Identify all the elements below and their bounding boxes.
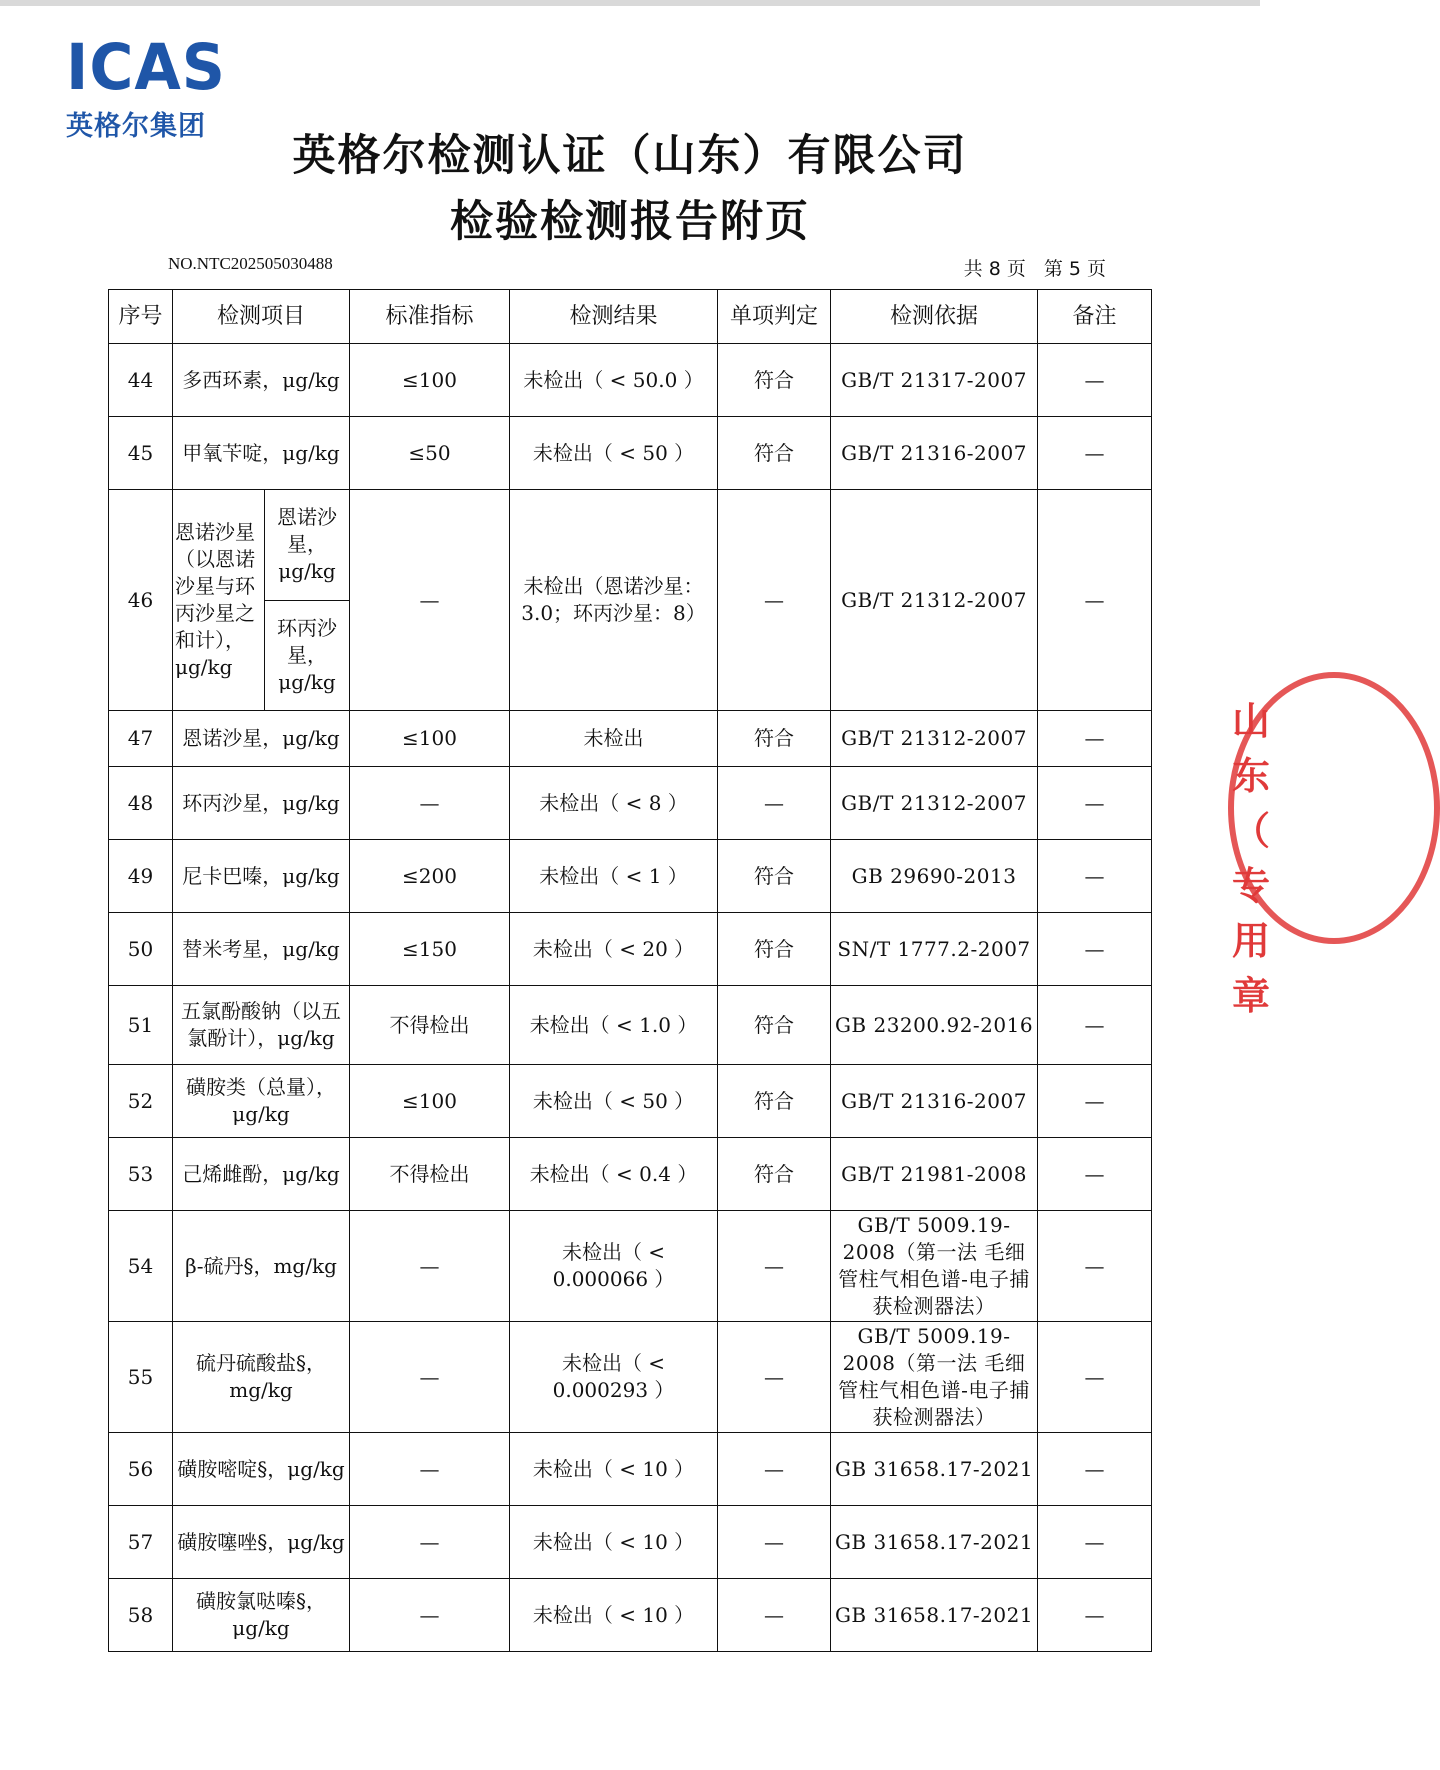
row-judgement: — [718,1579,831,1652]
row-number: 47 [109,711,173,767]
row-item: 甲氧苄啶，μg/kg [173,417,350,490]
header-standard: 标准指标 [350,290,510,344]
header-item: 检测项目 [173,290,350,344]
row-number: 49 [109,840,173,913]
table-row [109,1065,1152,1138]
table-row [109,344,1152,417]
row-remark: — [1038,840,1152,913]
row-item: 磺胺嘧啶§，μg/kg [173,1433,350,1506]
table-header-row [109,290,1152,344]
row-basis: GB/T 5009.19-2008（第一法 毛细管柱气相色谱-电子捕获检测器法） [831,1211,1038,1322]
row-basis: GB/T 21312-2007 [831,711,1038,767]
header-basis: 检测依据 [831,290,1038,344]
report-subtitle: 检验检测报告附页 [450,197,810,247]
row-standard: — [350,1211,510,1322]
row-standard: — [350,1322,510,1433]
row-remark: — [1038,913,1152,986]
row-result: 未检出（ < 50 ） [510,417,718,490]
row-result: 未检出（ < 10 ） [510,1579,718,1652]
row-result: 未检出（ < 50 ） [510,1065,718,1138]
row-number: 58 [109,1579,173,1652]
row-remark: — [1038,490,1152,711]
row-basis: GB 29690-2013 [831,840,1038,913]
row-remark: — [1038,767,1152,840]
row-standard: ≤200 [350,840,510,913]
row-remark: — [1038,344,1152,417]
row-item: 磺胺氯哒嗪§，μg/kg [173,1579,350,1652]
row-item: 硫丹硫酸盐§，mg/kg [173,1322,350,1433]
table-row [109,986,1152,1065]
row-result: 未检出（ < 1.0 ） [510,986,718,1065]
table-row [109,913,1152,986]
row-item: 五氯酚酸钠（以五氯酚计），μg/kg [173,986,350,1065]
results-table [108,289,1152,1652]
row-result: 未检出（ < 0.000066 ） [510,1211,718,1322]
row-remark: — [1038,711,1152,767]
row-item: 尼卡巴嗪，μg/kg [173,840,350,913]
row-basis: GB 23200.92-2016 [831,986,1038,1065]
row-standard: ≤150 [350,913,510,986]
row-number: 53 [109,1138,173,1211]
row-result: 未检出（ < 50.0 ） [510,344,718,417]
row-basis: GB 31658.17-2021 [831,1579,1038,1652]
row-number: 52 [109,1065,173,1138]
row-result: 未检出（ < 1 ） [510,840,718,913]
row-remark: — [1038,1065,1152,1138]
page-info [946,254,1106,281]
row-judgement: — [718,1211,831,1322]
row-standard: ≤100 [350,1065,510,1138]
row-judgement: — [718,1506,831,1579]
row-number: 56 [109,1433,173,1506]
row-standard: — [350,767,510,840]
header-remark: 备注 [1038,290,1152,344]
row-judgement: — [718,1322,831,1433]
table-row [109,1433,1152,1506]
logo-subtitle: 英格尔集团 [66,111,206,142]
row-basis: GB/T 21317-2007 [831,344,1038,417]
row-number: 54 [109,1211,173,1322]
row-basis: GB/T 21312-2007 [831,490,1038,711]
row-remark: — [1038,986,1152,1065]
row-number: 45 [109,417,173,490]
row-item: 环丙沙星，μg/kg [173,767,350,840]
table-row [109,711,1152,767]
row-number: 57 [109,1506,173,1579]
row-basis: GB/T 21316-2007 [831,1065,1038,1138]
company-title: 英格尔检测认证（山东）有限公司 [292,131,968,181]
row-result: 未检出（ < 20 ） [510,913,718,986]
header-no: 序号 [109,290,173,344]
row-standard: — [350,1433,510,1506]
row-basis: GB/T 21312-2007 [831,767,1038,840]
row-standard: — [350,1579,510,1652]
row-judgement: — [718,767,831,840]
row-remark: — [1038,1211,1152,1322]
row-result: 未检出（ < 0.000293 ） [510,1322,718,1433]
table-row [109,1138,1152,1211]
row-standard: — [350,490,510,711]
row-item: 替米考星，μg/kg [173,913,350,986]
row-item: β-硫丹§，mg/kg [173,1211,350,1322]
row-result: 未检出 [510,711,718,767]
row-standard: ≤100 [350,344,510,417]
report-number: NO.NTC202505030488 [168,254,333,273]
row-remark: — [1038,1433,1152,1506]
seal-text: 山东 （ 专用章 [1232,698,1271,1018]
row-judgement: 符合 [718,344,831,417]
table-row [109,490,1152,601]
row-basis: SN/T 1777.2-2007 [831,913,1038,986]
row-remark: — [1038,1506,1152,1579]
page-current: 第 5 页 [1043,258,1106,280]
row-judgement: 符合 [718,986,831,1065]
table-row [109,767,1152,840]
row-number: 55 [109,1322,173,1433]
row-judgement: — [718,490,831,711]
row-basis: GB/T 5009.19-2008（第一法 毛细管柱气相色谱-电子捕获检测器法） [831,1322,1038,1433]
row-remark: — [1038,1138,1152,1211]
row-result: 未检出（恩诺沙星：3.0；环丙沙星：8） [510,490,718,711]
row-remark: — [1038,1579,1152,1652]
row-result: 未检出（ < 8 ） [510,767,718,840]
row-judgement: 符合 [718,840,831,913]
page-total: 共 8 页 [963,258,1026,280]
row-basis: GB 31658.17-2021 [831,1506,1038,1579]
row-remark: — [1038,417,1152,490]
row-standard: 不得检出 [350,1138,510,1211]
header-judgement: 单项判定 [718,290,831,344]
row-subitem: 环丙沙星，μg/kg [265,600,350,711]
row-judgement: 符合 [718,711,831,767]
logo-mark: ICAS [66,31,227,105]
row-standard: ≤50 [350,417,510,490]
row-judgement: — [718,1433,831,1506]
row-item: 多西环素，μg/kg [173,344,350,417]
row-item: 磺胺类（总量），μg/kg [173,1065,350,1138]
row-basis: GB/T 21316-2007 [831,417,1038,490]
row-number: 46 [109,490,173,711]
row-item: 恩诺沙星，μg/kg [173,711,350,767]
table-row [109,1322,1152,1433]
row-remark: — [1038,1322,1152,1433]
table-row [109,840,1152,913]
row-judgement: 符合 [718,417,831,490]
row-subitem: 恩诺沙星，μg/kg [265,490,350,601]
row-standard: ≤100 [350,711,510,767]
row-number: 50 [109,913,173,986]
row-item: 己烯雌酚，μg/kg [173,1138,350,1211]
row-judgement: 符合 [718,1065,831,1138]
row-result: 未检出（ < 10 ） [510,1433,718,1506]
row-item: 恩诺沙星（以恩诺沙星与环丙沙星之和计），μg/kg [173,490,265,711]
top-edge [0,0,1260,6]
row-standard: — [350,1506,510,1579]
row-number: 44 [109,344,173,417]
table-row [109,1506,1152,1579]
row-result: 未检出（ < 10 ） [510,1506,718,1579]
row-standard: 不得检出 [350,986,510,1065]
row-basis: GB/T 21981-2008 [831,1138,1038,1211]
table-row [109,417,1152,490]
row-judgement: 符合 [718,1138,831,1211]
row-item: 磺胺噻唑§，μg/kg [173,1506,350,1579]
row-number: 51 [109,986,173,1065]
row-result: 未检出（ < 0.4 ） [510,1138,718,1211]
row-judgement: 符合 [718,913,831,986]
row-basis: GB 31658.17-2021 [831,1433,1038,1506]
row-number: 48 [109,767,173,840]
header-result: 检测结果 [510,290,718,344]
table-row [109,1211,1152,1322]
table-row [109,1579,1152,1652]
